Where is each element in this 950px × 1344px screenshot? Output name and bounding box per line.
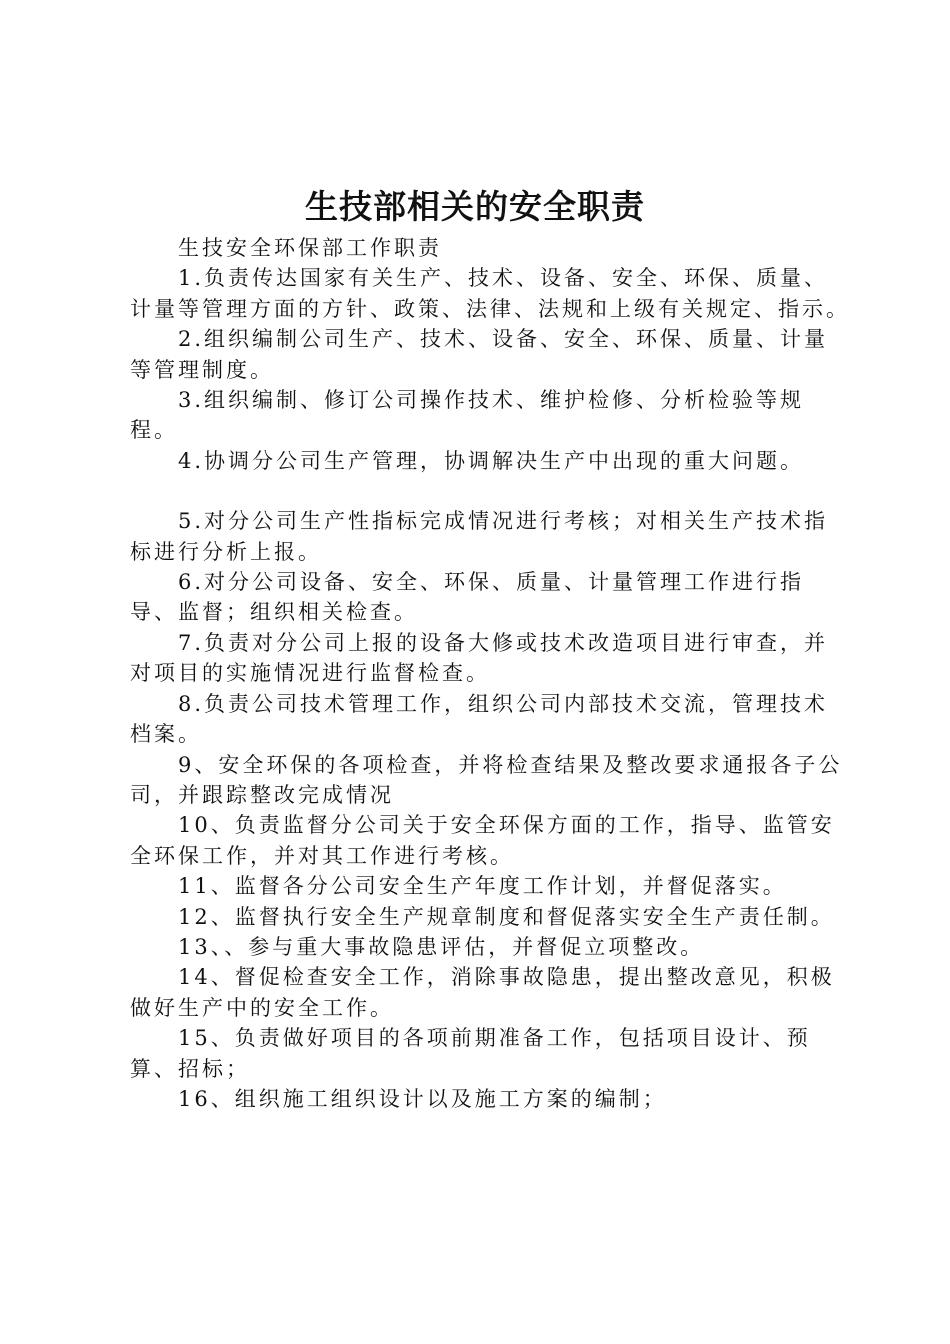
duty-item-4: 4.协调分公司生产管理，协调解决生产中出现的重大问题。 bbox=[178, 448, 805, 473]
duty-item-13: 13、、参与重大事故隐患评估，并督促立项整改。 bbox=[178, 934, 705, 959]
duty-item-8: 8.负责公司技术管理工作，组织公司内部技术交流，管理技术档案。 bbox=[130, 691, 829, 747]
duty-item-5: 5.对分公司生产性指标完成情况进行考核；对相关生产技术指标进行分析上报。 bbox=[130, 509, 829, 564]
duty-item-16: 16、组织施工组织设计以及施工方案的编制； bbox=[178, 1086, 667, 1111]
document-title: 生技部相关的安全职责 bbox=[305, 187, 645, 226]
duty-item-10: 10、负责监督分公司关于安全环保方面的工作，指导、监管安全环保工作，并对其工作进行考核。 bbox=[130, 813, 835, 868]
duty-item-9: 9、安全环保的各项检查，并将检查结果及整改要求通报各子公司，并跟踪整改完成情况 bbox=[130, 752, 843, 807]
document-body bbox=[130, 233, 850, 1114]
duty-item-14: 14、督促检查安全工作，消除事故隐患，提出整改意见，积极做好生产中的安全工作。 bbox=[130, 965, 835, 1020]
section-heading: 生技安全环保部工作职责 bbox=[178, 236, 442, 260]
duty-item-12: 12、监督执行安全生产规章制度和督促落实安全生产责任制。 bbox=[178, 904, 835, 929]
duty-item-3: 3.组织编制、修订公司操作技术、维护检修、分析检验等规程。 bbox=[130, 388, 805, 443]
duty-item-15: 15、负责做好项目的各项前期准备工作，包括项目设计、预算、招标； bbox=[130, 1026, 811, 1081]
duty-item-7: 7.负责对分公司上报的设备大修或技术改造项目进行审查，并对项目的实施情况进行监督检查。 bbox=[130, 630, 829, 686]
duty-item-11: 11、监督各分公司安全生产年度工作计划，并督促落实。 bbox=[178, 874, 787, 899]
duty-item-2: 2.组织编制公司生产、技术、设备、安全、环保、质量、计量等管理制度。 bbox=[130, 327, 829, 382]
duty-item-1: 1.负责传达国家有关生产、技术、设备、安全、环保、质量、计量等管理方面的方针、政策、法律、法规和上级有关规定、指示。 bbox=[130, 266, 850, 321]
duty-item-6: 6.对分公司设备、安全、环保、质量、计量管理工作进行指导、监督；组织相关检查。 bbox=[130, 570, 805, 625]
